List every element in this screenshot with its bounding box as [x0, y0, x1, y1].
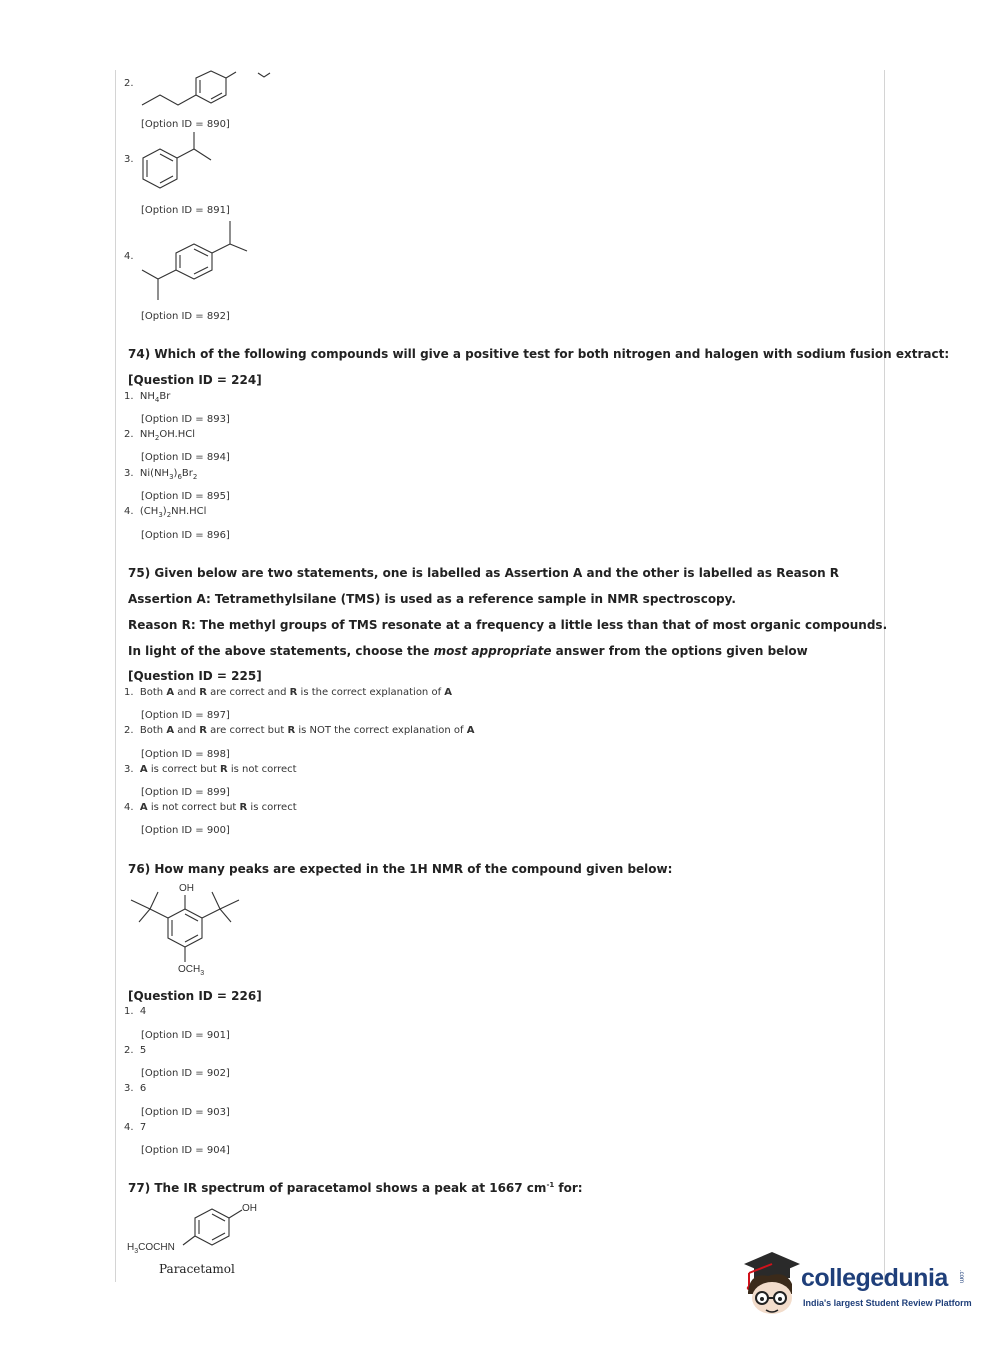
- question-text: 76) How many peaks are expected in the 1H NMR of the compound given below:: [128, 862, 673, 876]
- instruction-text: In light of the above statements, choose the most appropriate answer from the options given below: [128, 644, 808, 658]
- left-margin-rule: [115, 70, 116, 1282]
- collegedunia-mascot-icon: [740, 1248, 802, 1320]
- option-id: [Option ID = 896]: [141, 530, 230, 541]
- option-id: [Option ID = 904]: [141, 1145, 230, 1156]
- option-id: [Option ID = 901]: [141, 1030, 230, 1041]
- question-text: 77) The IR spectrum of paracetamol shows a peak at 1667 $cm^{-1}$ for:: [128, 1181, 583, 1195]
- question-id: [Question ID = 224]: [128, 373, 262, 387]
- option-row: 4. 7: [124, 1122, 147, 1133]
- option-id: [Option ID = 900]: [141, 825, 230, 836]
- option-row: 2. 5: [124, 1045, 147, 1056]
- option-id: [Option ID = 892]: [141, 311, 230, 322]
- option-row: 4. $(CH_3)_2NH.HCl$: [124, 506, 207, 519]
- option-id: [Option ID = 898]: [141, 749, 230, 760]
- option-row: 2. $NH_2OH.HCl$: [124, 429, 196, 442]
- hydroxyl-label: OH: [242, 1203, 257, 1214]
- option-id: [Option ID = 891]: [141, 205, 230, 216]
- option-id: [Option ID = 890]: [141, 119, 230, 130]
- option-row: 1. Both A and R are correct and R is the correct explanation of A: [124, 687, 453, 698]
- option-number: 4.: [124, 251, 134, 262]
- acetamido-label: $H_3COCHN$: [127, 1242, 175, 1255]
- logo-wordmark: collegedunia: [801, 1264, 948, 1292]
- option-id: [Option ID = 893]: [141, 414, 230, 425]
- structure-caption: Paracetamol: [159, 1262, 235, 1276]
- hydroxyl-label: OH: [179, 883, 194, 894]
- logo-tagline: India's largest Student Review Platform: [803, 1298, 972, 1308]
- structure-option-2: [140, 68, 280, 108]
- option-id: [Option ID = 899]: [141, 787, 230, 798]
- option-id: [Option ID = 894]: [141, 452, 230, 463]
- option-row: 1. 4: [124, 1006, 147, 1017]
- structure-option-3: [140, 130, 220, 195]
- option-number: 2.: [124, 78, 134, 89]
- option-id: [Option ID = 903]: [141, 1107, 230, 1118]
- question-id: [Question ID = 225]: [128, 669, 262, 683]
- structure-option-4: [140, 216, 250, 302]
- methoxy-label: $OCH_3$: [178, 964, 205, 977]
- option-id: [Option ID = 895]: [141, 491, 230, 502]
- option-row: 1. $NH_4Br$: [124, 391, 171, 404]
- reason-statement: Reason R: The methyl groups of TMS resonate at a frequency a little less than that of most organic compounds.: [128, 618, 888, 632]
- right-margin-rule: [884, 70, 885, 1282]
- option-id: [Option ID = 897]: [141, 710, 230, 721]
- option-number: 3.: [124, 154, 134, 165]
- question-id: [Question ID = 226]: [128, 989, 262, 1003]
- option-row: 3. $Ni(NH_3)_6Br_2$: [124, 468, 198, 481]
- assertion-statement: Assertion A: Tetramethylsilane (TMS) is used as a reference sample in NMR spectroscopy.: [128, 592, 736, 606]
- option-row: 2. Both A and R are correct but R is NOT the correct explanation of A: [124, 725, 475, 736]
- logo-com-suffix: .com: [958, 1270, 964, 1284]
- option-row: 3. A is correct but R is not correct: [124, 764, 297, 775]
- option-id: [Option ID = 902]: [141, 1068, 230, 1079]
- question-text: 75) Given below are two statements, one is labelled as Assertion A and the other is labelled as Reason R: [128, 566, 840, 580]
- question-text: 74) Which of the following compounds will give a positive test for both nitrogen and halogen with sodium fusion extract:: [128, 347, 950, 361]
- option-row: 3. 6: [124, 1083, 147, 1094]
- option-row: 4. A is not correct but R is correct: [124, 802, 297, 813]
